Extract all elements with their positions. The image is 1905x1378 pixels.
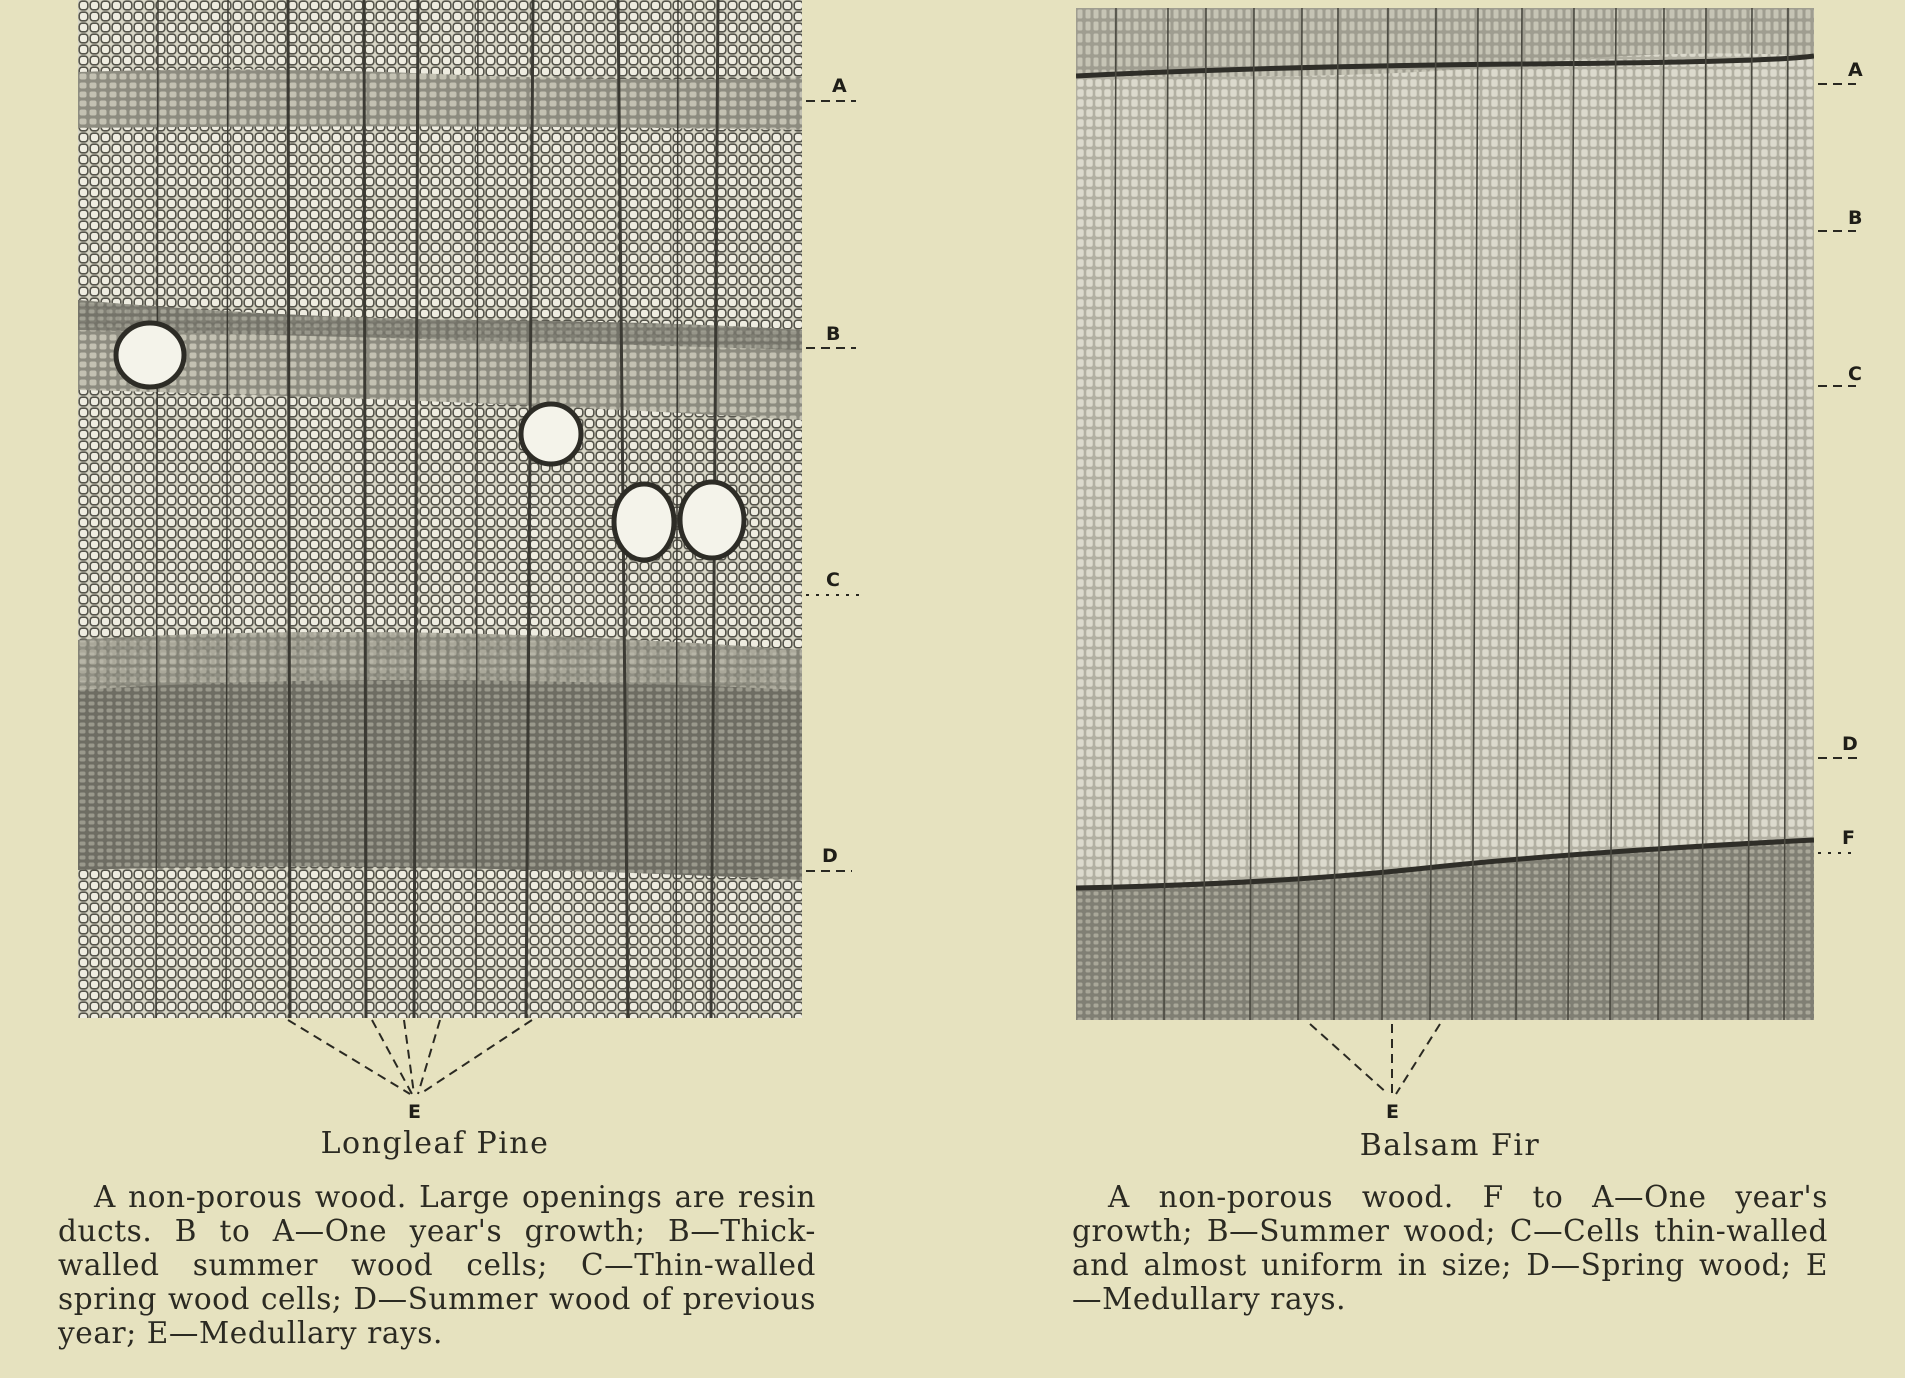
leader-e-left-4 [418,1020,440,1094]
leader-e-right-3 [1396,1024,1440,1094]
leader-e-left-3 [404,1020,414,1094]
balsam-fir-caption-text: A non-porous wood. F to A—One year's growth; B—Summer wood; C—Cells thin-walled and almost uniform in size; D—Spring wood; E—Medullary rays. [1072,1180,1828,1316]
marker-a-left: A [832,75,847,97]
leader-e-left-1 [288,1020,410,1094]
longleaf-pine-caption-text: A non-porous wood. Large openings are resin ducts. B to A—One year's growth; B—Thick-walled summer wood cells; C—Thin-walled spring wood cells; D—Summer wood of previous year; E—Medullary rays. [58,1180,816,1350]
marker-b-right: B [1848,207,1863,229]
balsam-fir-caption [1072,1180,1828,1316]
marker-e-left: E [408,1101,421,1123]
marker-a-right: A [1848,59,1863,81]
leader-e-right-1 [1310,1024,1388,1094]
marker-d-right: D [1842,733,1858,755]
balsam-fir-title: Balsam Fir [1359,1128,1541,1163]
longleaf-pine-caption [58,1180,816,1350]
marker-c-left: C [826,569,840,591]
marker-c-right: C [1848,363,1862,385]
marker-d-left: D [822,845,838,867]
marker-e-right: E [1386,1101,1399,1123]
longleaf-pine-title: Longleaf Pine [320,1126,550,1161]
marker-b-left: B [826,323,841,345]
marker-f-right: F [1842,827,1855,849]
leader-e-left-5 [420,1020,532,1094]
